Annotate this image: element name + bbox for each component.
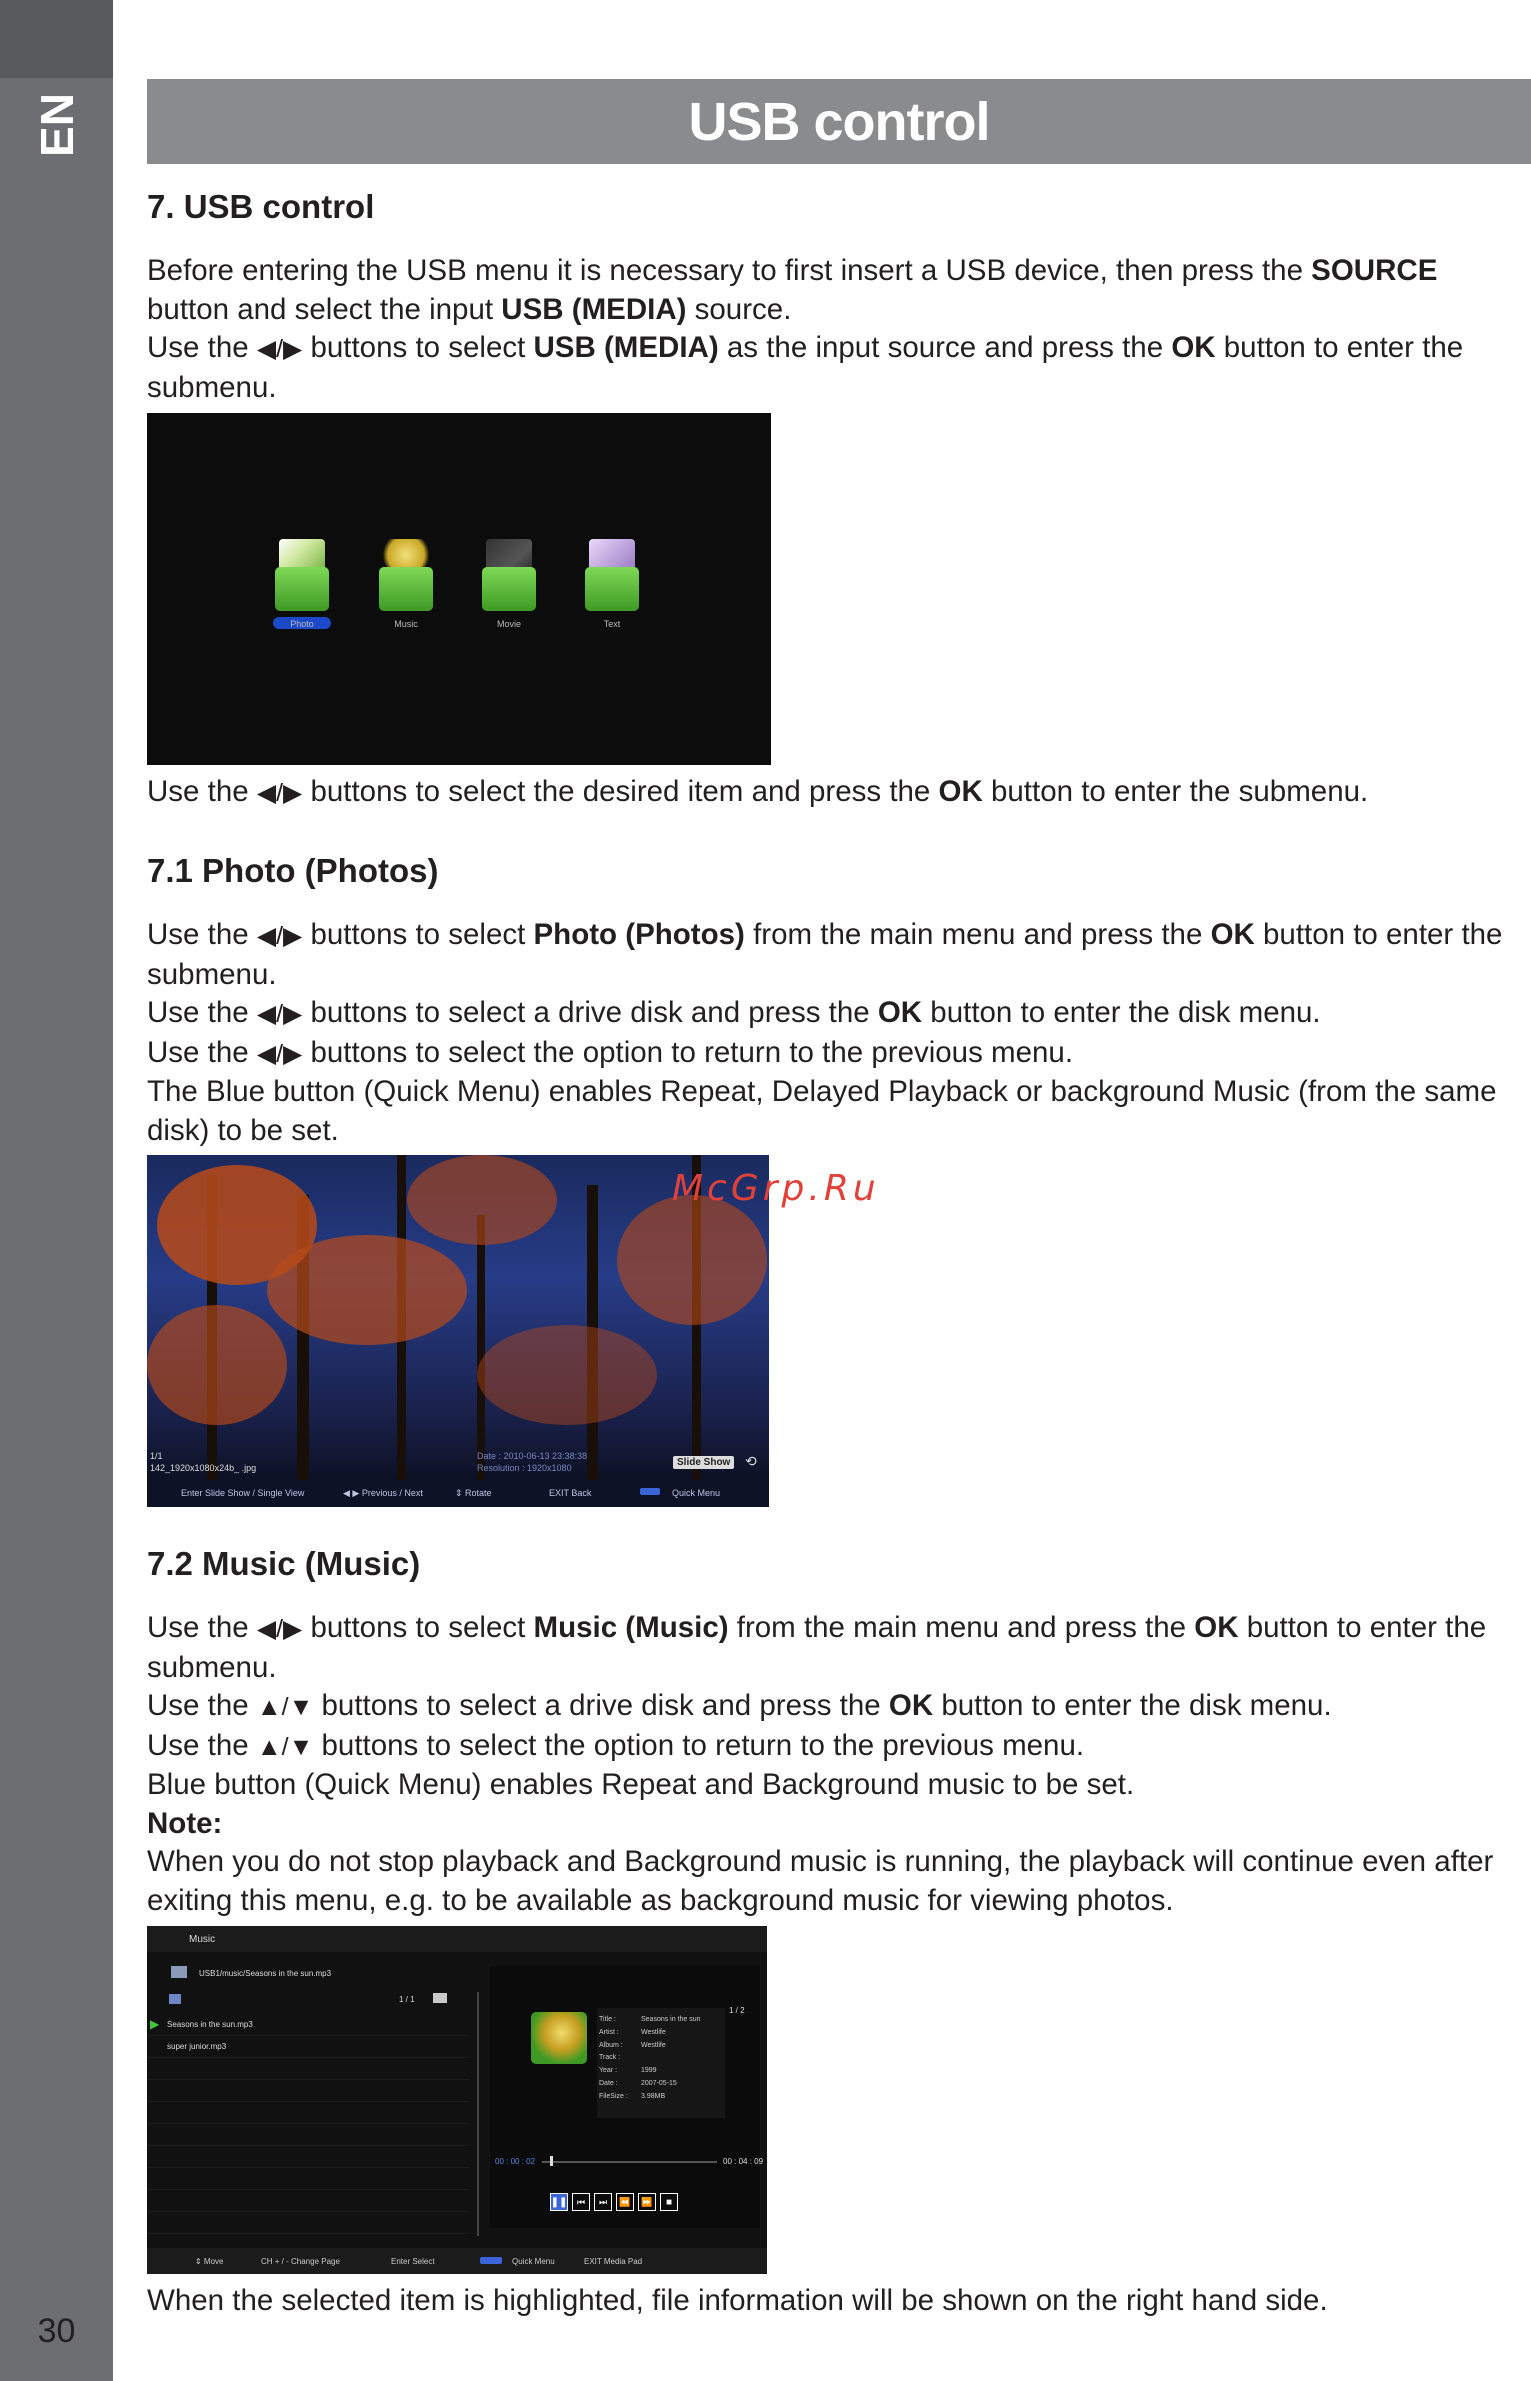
hint-enter: Enter Slide Show / Single View [181, 1488, 305, 1498]
list-item [147, 2212, 469, 2234]
arrow-icons: ◀/▶ [256, 335, 303, 363]
language-label: EN [31, 93, 83, 157]
menu-label: Music [394, 619, 418, 629]
meta-value [641, 2052, 701, 2065]
text: buttons to select a drive disk and press the [313, 1689, 889, 1722]
music-player-screenshot [147, 1926, 767, 2274]
list-item [147, 2168, 469, 2190]
arrow-icons: ◀/▶ [256, 779, 303, 807]
text: buttons to select [302, 331, 534, 364]
section-7 [147, 188, 1527, 227]
list-item[interactable] [147, 2036, 469, 2058]
folder-icon [433, 1993, 447, 2003]
submenu-instruction [147, 773, 1527, 813]
list-item [147, 2080, 469, 2102]
title-bar [147, 1926, 767, 1952]
photo-index: 1/1 [150, 1451, 163, 1461]
hint-select: Enter Select [391, 2257, 435, 2266]
text: button to enter the submenu. [147, 331, 1464, 404]
text: button to enter the submenu. [147, 918, 1503, 991]
text: Use the [147, 1035, 257, 1069]
meta-key: Track : [599, 2054, 621, 2062]
fast-forward-icon[interactable]: ⏩ [638, 2193, 656, 2211]
section-7-1 [147, 852, 1527, 891]
text: buttons to select a drive disk and press the [302, 996, 878, 1029]
hint-back: EXIT Back [549, 1488, 592, 1498]
repeat-icon: ⟲ [745, 1453, 757, 1469]
photo-menu-item[interactable] [267, 533, 337, 633]
text: from the main menu and press the [728, 1611, 1195, 1644]
page-indicator: 1 / 1 [399, 1995, 415, 2004]
page-title: USB control [147, 79, 1531, 164]
list-item [147, 2190, 469, 2212]
section-7-2-body [147, 1609, 1527, 1920]
text: Blue button (Quick Menu) enables Repeat and Background music to be set. [147, 1768, 1135, 1801]
key-usb-media: USB (MEDIA) [501, 292, 687, 326]
total-time: 00 : 04 : 09 [723, 2157, 764, 2166]
key-music: Music (Music) [533, 1611, 729, 1644]
elapsed-time: 00 : 00 : 02 [495, 2157, 536, 2166]
photo-resolution: Resolution : 1920x1080 [477, 1463, 572, 1473]
text: Use the [147, 1611, 257, 1644]
meta-key: Date : [599, 2079, 618, 2087]
key-ok: OK [877, 996, 923, 1029]
meta-key: FileSize : [599, 2092, 628, 2100]
text: button to enter the submenu. [982, 775, 1369, 808]
progress-handle[interactable] [550, 2156, 553, 2166]
hint-bar [147, 1480, 769, 1507]
metadata-box [597, 2008, 725, 2118]
folder-icon [482, 567, 536, 611]
photo-date: Date : 2010-06-13 23:38:38 [477, 1451, 588, 1461]
meta-value: 1999 [641, 2067, 657, 2075]
photo-filename: 142_1920x1080x24b_ .jpg [150, 1463, 257, 1473]
text: button to enter the disk menu. [933, 1689, 1332, 1722]
rewind-icon[interactable]: ⏪ [616, 2193, 634, 2211]
list-item [147, 2146, 469, 2168]
page-number: 30 [37, 2312, 76, 2350]
list-item [147, 2058, 469, 2080]
stop-icon[interactable]: ■ [660, 2193, 678, 2211]
text: button and select the input [147, 292, 502, 326]
hint-rotate: ⇕ Rotate [455, 1488, 492, 1498]
watermark: McGrp.Ru [672, 1168, 880, 1209]
text: source. [686, 292, 792, 326]
foliage [477, 1325, 657, 1425]
arrow-icons: ◀/▶ [256, 922, 303, 950]
hint-media-pad: EXIT Media Pad [584, 2257, 643, 2266]
next-icon[interactable]: ⏭ [594, 2193, 612, 2211]
text: as the input source and press the [718, 331, 1172, 364]
music-note-icon [531, 2012, 587, 2064]
text: The Blue button (Quick Menu) enables Repeat, Delayed Playback or background Music (from the same disk) to be set. [147, 1075, 1497, 1147]
pause-icon[interactable]: ❚❚ [550, 2193, 568, 2211]
info-page: 1 / 2 [729, 2006, 745, 2015]
side-bar-top [0, 0, 113, 78]
folder-icon [585, 567, 639, 611]
text: Before entering the USB menu it is necessary to first insert a USB device, then press the [147, 254, 1312, 287]
slide-show-button[interactable]: Slide Show [673, 1456, 734, 1469]
file-path: USB1/music/Seasons in the sun.mp3 [199, 1969, 332, 1978]
folder-icon [275, 567, 329, 611]
meta-key: Album : [599, 2041, 623, 2049]
metadata-values [641, 2014, 701, 2104]
section-heading: 7.2 Music (Music) [147, 1545, 421, 1582]
side-bar [0, 0, 113, 2381]
blue-button-icon [640, 1488, 660, 1495]
text: Use the [147, 331, 257, 364]
hint-quick-menu: Quick Menu [512, 2257, 555, 2266]
note-text: When you do not stop playback and Background music is running, the playback will continue even after exiting this menu, e.g. to be available as background music for viewing photos. [147, 1845, 1494, 1917]
text-menu-item[interactable] [577, 533, 647, 633]
key-source: SOURCE [1311, 254, 1438, 287]
progress-bar[interactable] [542, 2161, 717, 2163]
file-name: super junior.mp3 [167, 2042, 227, 2051]
arrow-icons: ◀/▶ [256, 1615, 303, 1643]
hint-bar [147, 2248, 767, 2274]
text: button to enter the disk menu. [922, 996, 1321, 1029]
folder-icon [171, 1966, 187, 1978]
arrow-icons: ◀/▶ [256, 1039, 303, 1068]
key-ok: OK [1194, 1611, 1239, 1644]
play-icon: ▶ [150, 2017, 160, 2031]
hint-prev-next: ◀ ▶ Previous / Next [343, 1488, 423, 1498]
text: buttons to select the option to return to the previous menu. [302, 1035, 1074, 1069]
text: buttons to select [302, 918, 534, 951]
meta-key: Artist : [599, 2028, 619, 2036]
text: Use the [147, 918, 257, 951]
foliage [407, 1155, 557, 1245]
section-heading: 7.1 Photo (Photos) [147, 852, 439, 889]
list-item [147, 2124, 469, 2146]
foliage [267, 1235, 467, 1345]
hint-move: ⇕ Move [195, 2257, 224, 2266]
arrow-icons: ▲/▼ [256, 1693, 314, 1721]
menu-label: Photo [290, 619, 314, 629]
meta-value: Westlife [641, 2041, 666, 2049]
key-ok: OK [888, 1689, 934, 1722]
music-menu-item[interactable] [371, 533, 441, 633]
meta-value: 3.98MB [641, 2092, 666, 2100]
playback-controls [550, 2193, 678, 2211]
menu-label: Text [603, 619, 621, 629]
foliage [147, 1305, 287, 1425]
text: buttons to select the desired item and press the [302, 775, 939, 808]
section-heading: 7. USB control [147, 188, 375, 225]
meta-value: Westlife [641, 2028, 666, 2036]
key-photo: Photo (Photos) [533, 918, 745, 951]
meta-value: Seasons in the sun [641, 2016, 701, 2023]
foliage [617, 1195, 767, 1325]
tree-trunk [477, 1215, 485, 1485]
up-folder-icon[interactable] [169, 1994, 181, 2004]
text: buttons to select [302, 1611, 534, 1644]
meta-value: 2007-05-15 [641, 2079, 677, 2087]
previous-icon[interactable]: ⏮ [572, 2193, 590, 2211]
scrollbar[interactable] [477, 1992, 479, 2236]
media-menu-screenshot [147, 413, 771, 765]
text: When the selected item is highlighted, file information will be shown on the right hand side. [147, 2284, 1328, 2317]
blue-button-icon [480, 2257, 502, 2264]
section-7-2 [147, 1545, 1527, 1584]
movie-menu-item[interactable] [474, 533, 544, 633]
file-name: Seasons in the sun.mp3 [167, 2020, 253, 2029]
folder-icon [379, 567, 433, 611]
closing-note [147, 2282, 1527, 2321]
text: Use the [147, 996, 257, 1029]
arrow-icons: ▲/▼ [256, 1732, 314, 1761]
key-ok: OK [1171, 331, 1216, 364]
list-item [147, 2102, 469, 2124]
meta-key: Title : [599, 2016, 616, 2023]
player-title: Music [189, 1934, 216, 1945]
section-7-body [147, 252, 1527, 407]
hint-quick-menu: Quick Menu [672, 1488, 721, 1498]
menu-label: Movie [496, 619, 521, 629]
list-item[interactable] [147, 2014, 469, 2036]
key-ok: OK [1210, 918, 1255, 951]
arrow-icons: ◀/▶ [256, 1000, 303, 1028]
key-usb-media: USB (MEDIA) [533, 331, 719, 364]
text: Use the [147, 775, 257, 808]
text: Use the [147, 1689, 257, 1722]
metadata-keys [599, 2014, 628, 2104]
text: from the main menu and press the [744, 918, 1211, 951]
text: button to enter the submenu. [147, 1611, 1487, 1684]
meta-key: Year : [599, 2067, 618, 2075]
text: buttons to select the option to return to the previous menu. [313, 1728, 1085, 1762]
key-ok: OK [938, 775, 983, 808]
section-7-1-body [147, 916, 1527, 1150]
text: Use the [147, 1728, 257, 1762]
note-label: Note: [147, 1806, 223, 1840]
hint-change-page: CH + / - Change Page [261, 2257, 340, 2266]
